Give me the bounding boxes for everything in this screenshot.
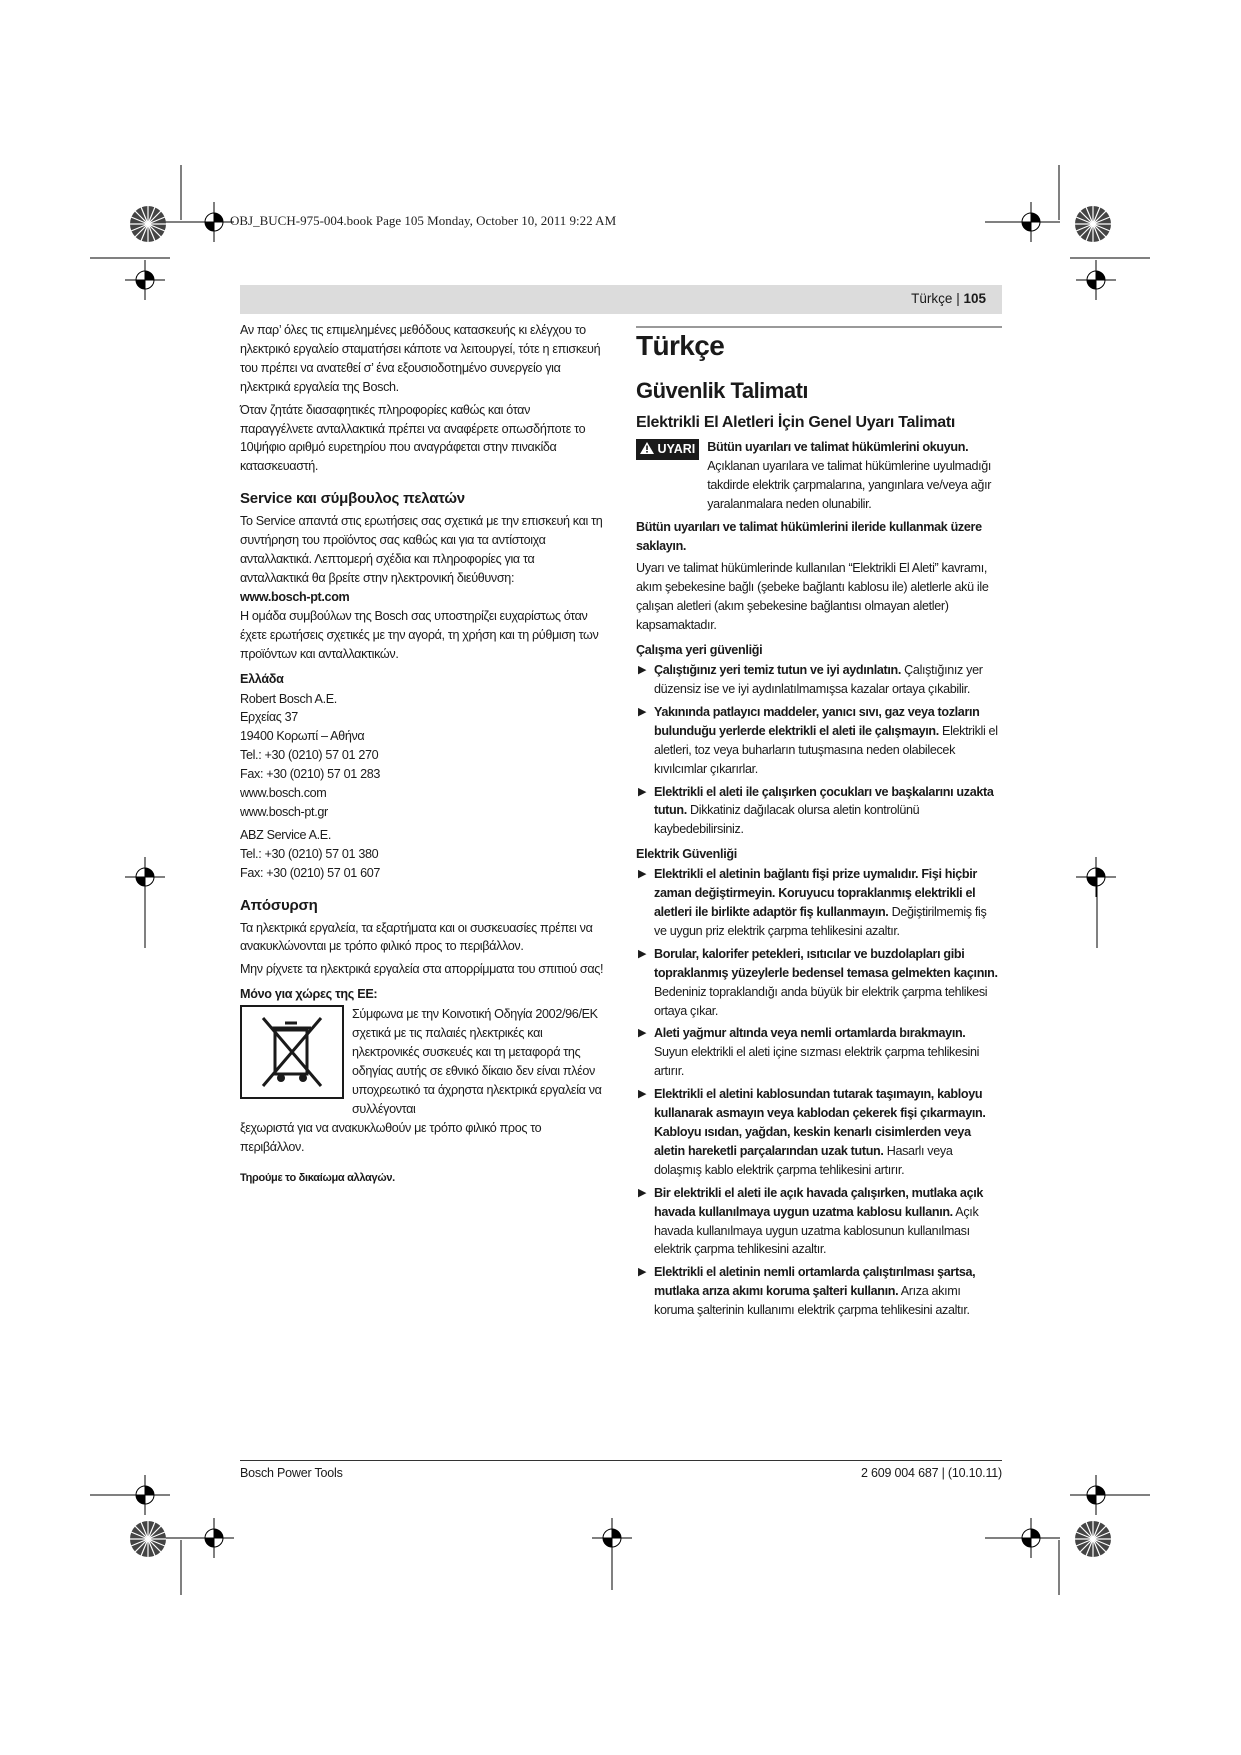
list-item	[636, 783, 1002, 840]
registration-mark-icon	[194, 202, 234, 242]
starburst-target-icon	[1073, 204, 1113, 244]
right-column	[636, 330, 1002, 1324]
registration-mark-icon	[194, 1518, 234, 1558]
warning-block	[636, 438, 1002, 514]
page-header-bar	[240, 285, 1002, 314]
triangle-right-icon: ▶	[638, 664, 647, 677]
list-item	[636, 1184, 1002, 1260]
address-line: Tel.: +30 (0210) 57 01 270	[240, 748, 379, 763]
work-area-list	[636, 661, 1002, 839]
item-text: Çalıştığınız yer düzensiz ise ve iyi aydınlatılmamışsa kazalar ortaya çıkabilir.	[654, 663, 983, 696]
page-header	[911, 291, 986, 306]
country-heading: Ελλάδα	[240, 671, 284, 686]
address-line: Fax: +30 (0210) 57 01 283	[240, 767, 381, 782]
registration-mark-icon	[125, 857, 165, 897]
list-item	[636, 945, 1002, 1021]
list-item	[636, 1024, 1002, 1081]
address-block	[240, 690, 605, 822]
item-text: Arıza akımı koruma şalterinin kullanımı elektrik çarpma tehlikesini azaltır.	[654, 1284, 970, 1318]
registration-mark-icon	[1011, 202, 1051, 242]
registration-mark-icon	[592, 1518, 632, 1558]
triangle-right-icon: ▶	[638, 1266, 647, 1279]
service-text: Το Service απαντά στις ερωτήσεις σας σχετικά με την επισκευή και τη συντήρηση του προϊόντος σας καθώς και για τα αντίστοιχα ανταλλακτικά. Λεπτομερή σχέδια και πληροφορίες για τα ανταλλακτικά θα βρείτε στην ηλεκτρονική διεύθυνση:	[240, 514, 603, 585]
title-rule	[636, 326, 1002, 328]
item-text: Hasarlı veya dolaşmış kablo elektrik çarpma tehlikesini artırır.	[654, 1143, 953, 1177]
registration-mark-icon	[1076, 1475, 1116, 1515]
triangle-right-icon: ▶	[638, 1088, 647, 1101]
registration-mark-icon	[1076, 857, 1116, 897]
eu-text: Σύμφωνα με την Κοινοτική Οδηγία 2002/96/ΕΚ σχετικά με τις παλαιές ηλεκτρικές και ηλεκτρονικές συσκευές και τη μεταφορά της οδηγίας αυτής σε εθνικό δίκαιο δεν είναι πλέον υποχρεωτικό τα άχρηστα ηλεκτρικά εργαλεία να συλλέγονται	[352, 1007, 602, 1116]
registration-mark-icon	[125, 1475, 165, 1515]
service-url: www.bosch-pt.com	[240, 589, 350, 604]
triangle-right-icon: ▶	[638, 705, 647, 718]
page-number: 105	[963, 291, 986, 306]
service-text2: Η ομάδα συμβούλων της Bosch σας υποστηρίζει ευχαρίστως όταν έχετε ερωτήσεις σχετικές με την αγορά, τη χρήση και τη ρύθμιση των προϊόντων και ανταλλακτικών.	[240, 608, 599, 661]
item-bold: Borular, kalorifer petekleri, ısıtıcılar ve buzdolapları gibi topraklanmış yüzeylerle bedensel temasa gelmekten kaçının.	[654, 946, 998, 980]
address-line: 19400 Κορωπί – Αθήνα	[240, 729, 365, 744]
safety-title: Güvenlik Talimatı	[636, 378, 809, 403]
item-text: Açık havada kullanılmaya uygun uzatma kablosunun kullanılması elektrik çarpma tehlikesini azaltır.	[654, 1204, 979, 1257]
starburst-target-icon	[128, 1519, 168, 1559]
work-area-heading: Çalışma yeri güvenliği	[636, 643, 763, 658]
triangle-right-icon: ▶	[638, 947, 647, 960]
header-language: Türkçe	[911, 291, 953, 306]
address-line: Tel.: +30 (0210) 57 01 380	[240, 846, 379, 861]
triangle-right-icon: ▶	[638, 868, 647, 881]
weee-block	[240, 1005, 605, 1118]
item-bold: Elektrikli el aleti ile çalışırken çocukları ve başkalarını uzakta tutun.	[654, 784, 994, 818]
triangle-right-icon: ▶	[638, 1027, 647, 1040]
registration-mark-icon	[125, 260, 165, 300]
address-line: Fax: +30 (0210) 57 01 607	[240, 865, 381, 880]
item-bold: Bir elektrikli el aleti ile açık havada çalışırken, mutlaka açık havada kullanılmaya uygun uzatma kablosu kullanın.	[654, 1185, 984, 1219]
address-line: www.bosch.com	[240, 786, 327, 801]
item-bold: Elektrikli el aletinin bağlantı fişi prize uymalıdır. Fişi hiçbir zaman değiştirmeyin. Koruyucu topraklanmış elektrikli el aletleri ile birlikte adaptör fiş kullanmayın.	[654, 867, 977, 920]
general-warnings-title: Elektrikli El Aletleri İçin Genel Uyarı Talimatı	[636, 414, 956, 431]
triangle-right-icon: ▶	[638, 785, 647, 798]
item-bold: Çalıştığınız yeri temiz tutun ve iyi aydınlatın.	[654, 663, 902, 678]
footer-right: 2 609 004 687 | (10.10.11)	[861, 1466, 1002, 1480]
intro-paragraph: Όταν ζητάτε διασαφητικές πληροφορίες καθώς και όταν παραγγέλνετε ανταλλακτικά πρέπει να αναφέρετε οπωσδήποτε το 10ψήφιο αριθμό ευρετηρίου που αναγράφεται στην πινακίδα κατασκευαστή.	[240, 402, 586, 474]
warning-triangle-icon	[640, 442, 654, 454]
disposal-heading: Απόσυρση	[240, 896, 318, 914]
warning-badge	[636, 439, 699, 460]
list-item	[636, 1263, 1002, 1320]
warning-text: Açıklanan uyarılara ve talimat hükümlerine uyulmadığı takdirde elektrik çarpmalarına, yangınlara ve/veya ağır yaralanmalara neden olunabilir.	[707, 458, 992, 511]
left-column	[240, 321, 605, 1187]
language-title: Türkçe	[636, 330, 725, 361]
item-bold: Elektrikli el aletinin nemli ortamlarda çalıştırılması şartsa, mutlaka arıza akımı koruma şalteri kullanın.	[654, 1265, 976, 1299]
triangle-right-icon: ▶	[638, 1186, 647, 1199]
list-item	[636, 703, 1002, 779]
item-text: Dikkatiniz dağılacak olursa aletin kontrolünü kaybedebilirsiniz.	[654, 803, 920, 837]
list-item	[636, 661, 1002, 699]
weee-symbol	[240, 1005, 344, 1099]
starburst-target-icon	[1073, 1519, 1113, 1559]
intro-paragraph: Αν παρ’ όλες τις επιμελημένες μεθόδους κατασκευής κι ελέγχου το ηλεκτρικό εργαλείο σταματήσει κάποτε να λειτουργεί, τότε η επισκευή του πρέπει να ανατεθεί σ’ ένα εξουσιοδοτημένο συνεργείο για ηλεκτρικά εργαλεία της Bosch.	[240, 323, 601, 394]
starburst-target-icon	[128, 204, 168, 244]
registration-mark-icon	[1011, 1518, 1051, 1558]
electrical-list	[636, 865, 1002, 1320]
address-block	[240, 826, 605, 883]
warning-bold: Bütün uyarıları ve talimat hükümlerini okuyun.	[707, 440, 969, 454]
service-heading: Service και σύμβουλος πελατών	[240, 490, 465, 508]
footer-rule	[240, 1460, 1002, 1461]
print-header: OBJ_BUCH-975-004.book Page 105 Monday, October 10, 2011 9:22 AM	[230, 213, 617, 228]
definition-text: Uyarı ve talimat hükümlerinde kullanılan “Elektrikli El Aleti” kavramı, akım şebekesine bağlı (şebeke bağlantı kablosu ile) aletlerle akü ile çalışan aletleri (akım şebekesine bağlantısı olmayan aletler) kapsamaktadır.	[636, 561, 989, 633]
address-line: ABZ Service A.E.	[240, 827, 331, 842]
rights-note: Τηρούμε το δικαίωμα αλλαγών.	[240, 1171, 395, 1184]
item-bold: Elektrikli el aletini kablosundan tutarak taşımayın, kabloyu kullanarak asmayın veya kablodan çekerek fişi çıkarmayın. Kabloyu ısıdan, yağdan, keskin kenarlı cisimlerden veya aletin hareketli parçalarından uzak tutun.	[654, 1087, 986, 1158]
address-line: Robert Bosch A.E.	[240, 691, 337, 706]
item-text: Suyun elektrikli el aleti içine sızması elektrik çarpma tehlikesini artırır.	[654, 1045, 980, 1079]
item-bold: Yakınında patlayıcı maddeler, yanıcı sıvı, gaz veya tozların bulunduğu yerlerde elektrikli el aleti ile çalışmayın.	[654, 704, 980, 738]
address-line: Ερχείας 37	[240, 710, 298, 725]
list-item	[636, 865, 1002, 941]
keep-instructions: Bütün uyarıları ve talimat hükümlerini ileride kullanmak üzere saklayın.	[636, 519, 982, 553]
eu-heading: Μόνο για χώρες της ΕΕ:	[240, 987, 378, 1002]
electrical-heading: Elektrik Güvenliği	[636, 847, 737, 862]
crossed-out-wheelie-bin-icon	[257, 1012, 327, 1092]
header-separator: |	[956, 291, 960, 306]
address-line: www.bosch-pt.gr	[240, 804, 328, 819]
disposal-text: Τα ηλεκτρικά εργαλεία, τα εξαρτήματα και οι συσκευασίες πρέπει να ανακυκλώνονται με τρόπο φιλικό προς το περιβάλλον.	[240, 920, 593, 954]
item-text: Elektrikli el aletleri, toz veya buharların tutuşmasına neden olabilecek kıvılcımlar çıkarırlar.	[654, 723, 998, 776]
warning-label: UYARI	[657, 442, 696, 456]
list-item	[636, 1085, 1002, 1180]
item-text: Değiştirilmemiş fiş ve uygun priz elektrik çarpma tehlikesini azaltır.	[654, 905, 987, 938]
disposal-text: Μην ρίχνετε τα ηλεκτρικά εργαλεία στα απορρίμματα του σπιτιού σας!	[240, 962, 604, 977]
eu-text: ξεχωριστά για να ανακυκλωθούν με τρόπο φιλικό προς το περιβάλλον.	[240, 1120, 542, 1154]
registration-mark-icon	[1076, 260, 1116, 300]
item-bold: Aleti yağmur altında veya nemli ortamlarda bırakmayın.	[654, 1026, 966, 1041]
item-text: Bedeniniz topraklandığı anda büyük bir elektrik çarpma tehlikesi ortaya çıkar.	[654, 984, 988, 1018]
footer-left: Bosch Power Tools	[240, 1466, 343, 1480]
